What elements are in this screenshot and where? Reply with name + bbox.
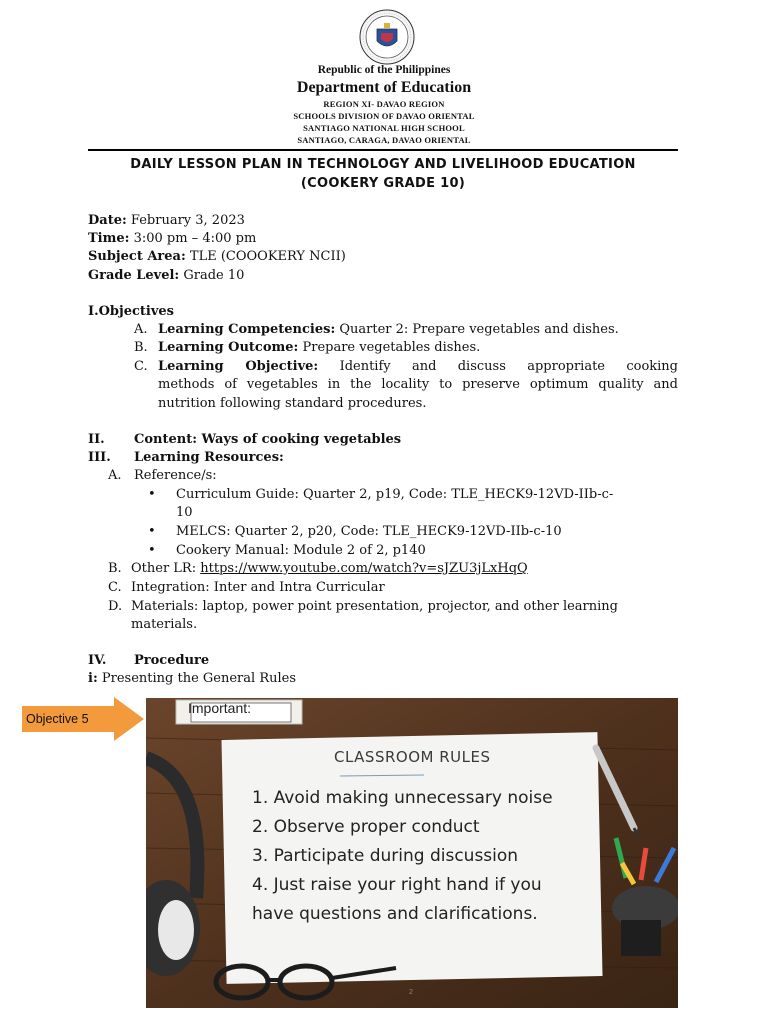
document-title: DAILY LESSON PLAN IN TECHNOLOGY AND LIVELIHOOD EDUCATION [130, 157, 636, 172]
procedure-item-label: i: [88, 671, 98, 686]
resource-d-marker: D. [108, 599, 123, 614]
time-value: 3:00 pm – 4:00 pm [133, 231, 257, 246]
section-iii-marker: III. [88, 450, 111, 465]
department-name: Department of Education [296, 79, 472, 96]
procedure-item [88, 670, 296, 688]
procedure-item-text: Presenting the General Rules [101, 671, 296, 686]
objective-a [158, 321, 619, 339]
objective-c-line3: nutrition following standard procedures. [158, 396, 427, 411]
section-iv-text: Procedure [134, 653, 210, 668]
resource-c-marker: C. [108, 580, 122, 595]
resource-b-label: Other LR: [131, 561, 197, 576]
rule-item: 2. Observe proper conduct [252, 817, 480, 837]
subject-row [88, 248, 346, 266]
rule-item: have questions and clarifications. [252, 904, 538, 924]
bullet-melcs: • MELCS: Quarter 2, p20, Code: TLE_HECK9-12VD-IIb-c-10 [176, 523, 562, 541]
bullet-curriculum-guide: • Curriculum Guide: Quarter 2, p19, Code: TLE_HECK9-12VD-IIb-c- [176, 486, 613, 504]
objective-b-text: Prepare vegetables dishes. [302, 340, 481, 355]
objective-a-label: Learning Competencies: [158, 322, 336, 337]
classroom-rules-title: CLASSROOM RULES [334, 748, 491, 766]
section-ii-marker: II. [88, 432, 105, 447]
date-label: Date: [88, 213, 127, 228]
resource-b [131, 560, 528, 578]
section-iv-marker: IV. [88, 653, 107, 668]
objective-callout-label: Objective 5 [26, 712, 89, 726]
republic-line: Republic of the Philippines [317, 64, 451, 76]
time-row [88, 230, 256, 248]
objective-b [158, 339, 480, 357]
objective-c-line1 [158, 358, 678, 376]
document-subtitle: (COOKERY GRADE 10) [300, 176, 466, 191]
objective-c-label: Learning Objective: [158, 359, 319, 374]
grade-row [88, 267, 244, 285]
school-line: SANTIAGO NATIONAL HIGH SCHOOL [303, 123, 465, 133]
objectives-heading: I.Objectives [88, 304, 174, 319]
resource-a-text: Reference/s: [134, 468, 217, 483]
rule-item: 3. Participate during discussion [252, 846, 519, 866]
bullet-cookery-manual: • Cookery Manual: Module 2 of 2, p140 [176, 542, 426, 560]
rule-item: 4. Just raise your right hand if you [252, 875, 542, 895]
date-value: February 3, 2023 [130, 213, 245, 228]
subject-label: Subject Area: [88, 249, 186, 264]
subject-value: TLE (COOOKERY NCII) [189, 249, 346, 264]
section-ii-text: Content: Ways of cooking vegetables [134, 432, 402, 447]
region-line: REGION XI- DAVAO REGION [323, 99, 445, 109]
objective-c-line2: methods of vegetables in the locality to preserve optimum quality and [158, 377, 678, 392]
address-line: SANTIAGO, CARAGA, DAVAO ORIENTAL [297, 135, 471, 145]
bullet-curriculum-guide-cont: 10 [176, 505, 193, 520]
resource-a-marker: A. [108, 468, 122, 483]
header-divider [88, 149, 678, 151]
resource-d-text1: Materials: laptop, power point presentation, projector, and other learning [131, 599, 618, 614]
resource-c-text: Integration: Inter and Intra Curricular [131, 580, 385, 595]
slide-page-number: 2 [409, 989, 413, 996]
division-line: SCHOOLS DIVISION OF DAVAO ORIENTAL [293, 111, 475, 121]
resource-b-marker: B. [108, 561, 122, 576]
objective-b-label: Learning Outcome: [158, 340, 299, 355]
youtube-link[interactable]: https://www.youtube.com/watch?v=sJZU3jLxHqQ [200, 561, 528, 576]
objective-a-marker: A. [134, 322, 148, 337]
deped-seal-icon [359, 9, 415, 65]
time-label: Time: [88, 231, 130, 246]
grade-value: Grade 10 [183, 268, 245, 283]
date-row [88, 212, 245, 230]
objective-c-marker: C. [134, 359, 148, 374]
rule-item: 1. Avoid making unnecessary noise [252, 788, 553, 808]
objective-b-marker: B. [134, 340, 148, 355]
resource-d-text2: materials. [131, 617, 198, 632]
objective-a-text: Quarter 2: Prepare vegetables and dishes. [339, 322, 619, 337]
section-iii-text: Learning Resources: [134, 450, 284, 465]
important-note-label: Important: [188, 700, 252, 716]
objective-c-text1: Identify and discuss appropriate cooking [339, 359, 678, 374]
grade-label: Grade Level: [88, 268, 180, 283]
